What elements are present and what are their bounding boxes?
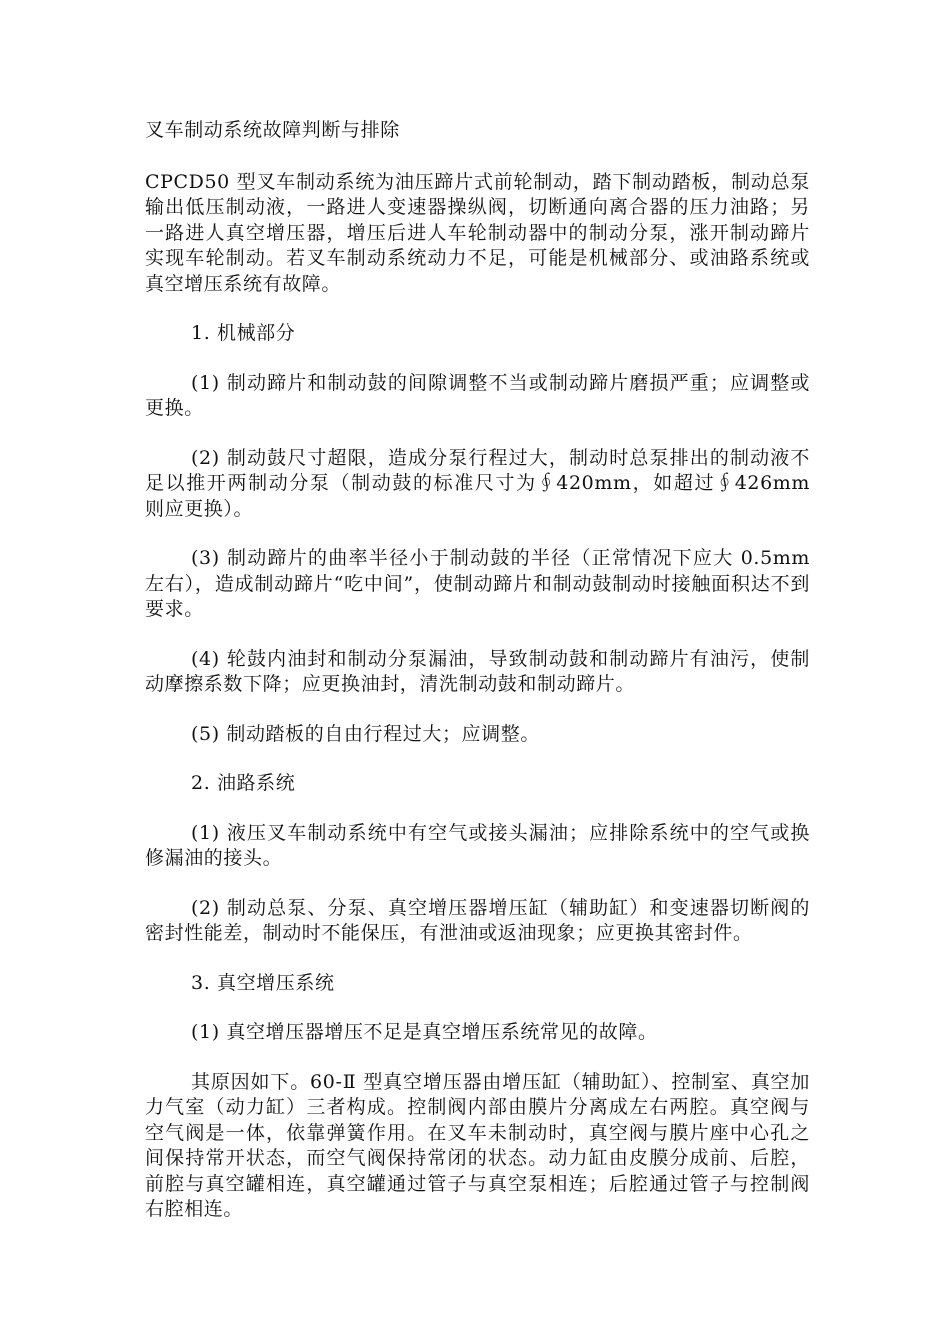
list-item: (1) 液压叉车制动系统中有空气或接头漏油；应排除系统中的空气或换修漏油的接头。: [145, 821, 810, 869]
section-heading-oil-circuit: 2. 油路系统: [191, 772, 296, 794]
document-title: 叉车制动系统故障判断与排除: [145, 119, 400, 141]
list-item: (4) 轮鼓内油封和制动分泵漏油，导致制动鼓和制动蹄片有油污，使制动摩擦系数下降；应更换油封，清洗制动鼓和制动蹄片。: [145, 647, 810, 695]
section-heading-mechanical: 1. 机械部分: [191, 322, 296, 344]
list-item: (2) 制动鼓尺寸超限，造成分泵行程过大，制动时总泵排出的制动液不足以推开两制动分泵（制动鼓的标准尺寸为∮420mm，如超过∮426mm 则应更换）。: [145, 446, 810, 520]
list-item: (1) 制动蹄片和制动鼓的间隙调整不当或制动蹄片磨损严重；应调整或更换。: [145, 371, 810, 419]
list-item: (3) 制动蹄片的曲率半径小于制动鼓的半径（正常情况下应大 0.5mm 左右），造成制动蹄片“吃中间”，使制动蹄片和制动鼓制动时接触面积达不到要求。: [145, 547, 810, 620]
intro-paragraph: CPCD50 型叉车制动系统为油压蹄片式前轮制动，踏下制动踏板，制动总泵输出低压制动液，一路进人变速器操纵阀，切断通向离合器的压力油路；另一路进人真空增压器，增压后进人车轮制动器中的制动分泵，涨开制动蹄片实现车轮制动。若叉车制动系统动力不足，可能是机械部分、或油路系统或真空增压系统有故障。: [145, 170, 810, 295]
list-item: 其原因如下。60-Ⅱ 型真空增压器由增压缸（辅助缸）、控制室、真空加力气室（动力缸）三者构成。控制阀内部由膜片分离成左右两腔。真空阀与空气阀是一体，依靠弹簧作用。在叉车未制动时，真空阀与膜片座中心孔之间保持常开状态，而空气阀保持常闭的状态。动力缸由皮膜分成前、后腔，前腔与真空罐相连，真空罐通过管子与真空泵相连；后腔通过管子与控制阀右腔相连。: [145, 1070, 810, 1220]
document-body: [145, 118, 810, 1247]
section-heading-vacuum-booster: 3. 真空增压系统: [191, 971, 335, 994]
list-item: (5) 制动踏板的自由行程过大；应调整。: [191, 722, 540, 745]
list-item: (1) 真空增压器增压不足是真空增压系统常见的故障。: [191, 1021, 658, 1043]
list-item: (2) 制动总泵、分泵、真空增压器增压缸（辅助缸）和变速器切断阀的密封性能差，制动时不能保压，有泄油或返油现象；应更换其密封件。: [145, 896, 810, 944]
